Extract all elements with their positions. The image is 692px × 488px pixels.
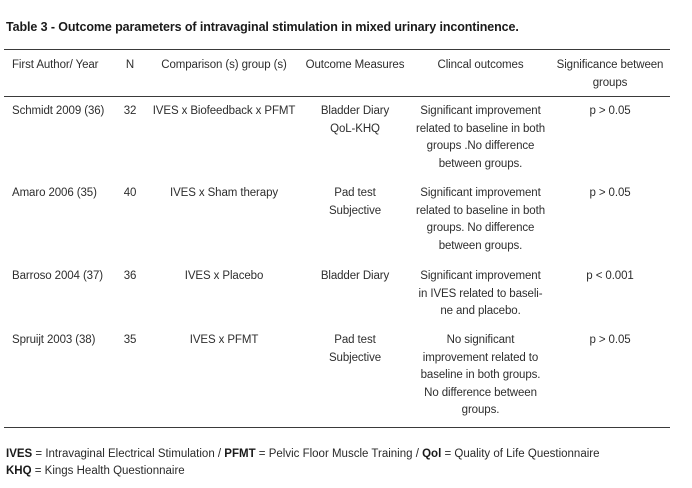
- clinical-line: baseline in both groups.: [420, 369, 541, 381]
- table-caption: Table 3 - Outcome parameters of intravaginal stimulation in mixed urinary incontinence.: [6, 20, 519, 34]
- row-n: 32: [123, 105, 137, 117]
- row-significance: p > 0.05: [589, 187, 631, 199]
- clinical-line: Significant improvement: [420, 105, 541, 117]
- footnote-abbr: Qol: [422, 448, 442, 460]
- row-n: 35: [123, 334, 137, 346]
- header-n: N: [125, 59, 135, 71]
- measure-line: Pad test: [334, 334, 376, 346]
- row-measures: [298, 185, 412, 220]
- clinical-line: related to baseline in both: [415, 122, 545, 135]
- footnote-definition: = Intravaginal Electrical Stimulation /: [32, 448, 225, 460]
- clinical-line: No difference between: [424, 386, 537, 399]
- row-significance: p > 0.05: [589, 334, 631, 346]
- clinical-line: Significant improvement: [420, 187, 541, 199]
- footnote-abbr: KHQ: [6, 465, 32, 477]
- footnote-definition: = Kings Health Questionnaire: [31, 465, 185, 477]
- footnote-khq: [6, 463, 185, 480]
- header-measures: Outcome Measures: [305, 59, 405, 71]
- table-header-rule: [4, 96, 670, 97]
- measure-line: Subjective: [328, 204, 382, 217]
- row-author: Amaro 2006 (35): [12, 187, 97, 199]
- table-bottom-rule: [4, 427, 670, 428]
- header-clinical: Clincal outcomes: [437, 59, 524, 71]
- measure-line: QoL-KHQ: [330, 122, 380, 135]
- clinical-line: between groups.: [438, 239, 523, 252]
- measure-line: Subjective: [328, 351, 382, 364]
- clinical-line: groups .No difference: [426, 140, 535, 152]
- row-significance: p > 0.05: [589, 105, 631, 117]
- footnote-abbr: IVES: [6, 448, 33, 460]
- footnote-abbreviations: [6, 446, 600, 463]
- row-comparison: IVES x Sham therapy: [169, 187, 279, 199]
- clinical-line: in IVES related to baseli-: [418, 287, 543, 300]
- clinical-line: ne and placebo.: [440, 305, 521, 317]
- clinical-line: between groups.: [438, 157, 523, 170]
- measure-line: Bladder Diary: [320, 270, 390, 282]
- row-measures: [298, 103, 412, 138]
- footnote-definition: = Pelvic Floor Muscle Training /: [255, 448, 423, 460]
- row-clinical: [408, 103, 553, 173]
- clinical-line: groups.: [461, 404, 500, 416]
- row-clinical: [408, 268, 553, 321]
- row-author: Spruijt 2003 (38): [12, 334, 96, 346]
- footnote-abbr: PFMT: [224, 448, 256, 460]
- table-top-rule: [4, 49, 670, 50]
- header-significance-line: Significance between: [556, 59, 664, 71]
- clinical-line: groups. No difference: [426, 222, 535, 234]
- row-comparison: IVES x PFMT: [189, 334, 259, 346]
- measure-line: Bladder Diary: [320, 105, 390, 117]
- row-clinical: [408, 332, 553, 420]
- row-author: Barroso 2004 (37): [12, 270, 103, 282]
- header-significance: [552, 57, 668, 92]
- row-comparison: IVES x Biofeedback x PFMT: [152, 105, 296, 117]
- row-n: 40: [123, 187, 137, 199]
- clinical-line: improvement related to: [422, 351, 539, 364]
- clinical-line: Significant improvement: [420, 270, 541, 282]
- row-n: 36: [123, 270, 137, 282]
- header-comparison: Comparison (s) group (s): [161, 59, 287, 71]
- header-author: First Author/ Year: [12, 59, 99, 71]
- row-measures: [298, 332, 412, 367]
- row-author: Schmidt 2009 (36): [12, 105, 105, 117]
- footnote-definition: = Quality of Life Questionnaire: [441, 448, 600, 460]
- row-clinical: [408, 185, 553, 255]
- row-significance: p < 0.001: [586, 270, 634, 282]
- clinical-line: No significant: [446, 334, 515, 346]
- clinical-line: related to baseline in both: [415, 204, 545, 217]
- row-comparison: IVES x Placebo: [184, 270, 264, 282]
- row-measures: [298, 268, 412, 286]
- header-significance-line: groups: [592, 76, 628, 89]
- measure-line: Pad test: [334, 187, 376, 199]
